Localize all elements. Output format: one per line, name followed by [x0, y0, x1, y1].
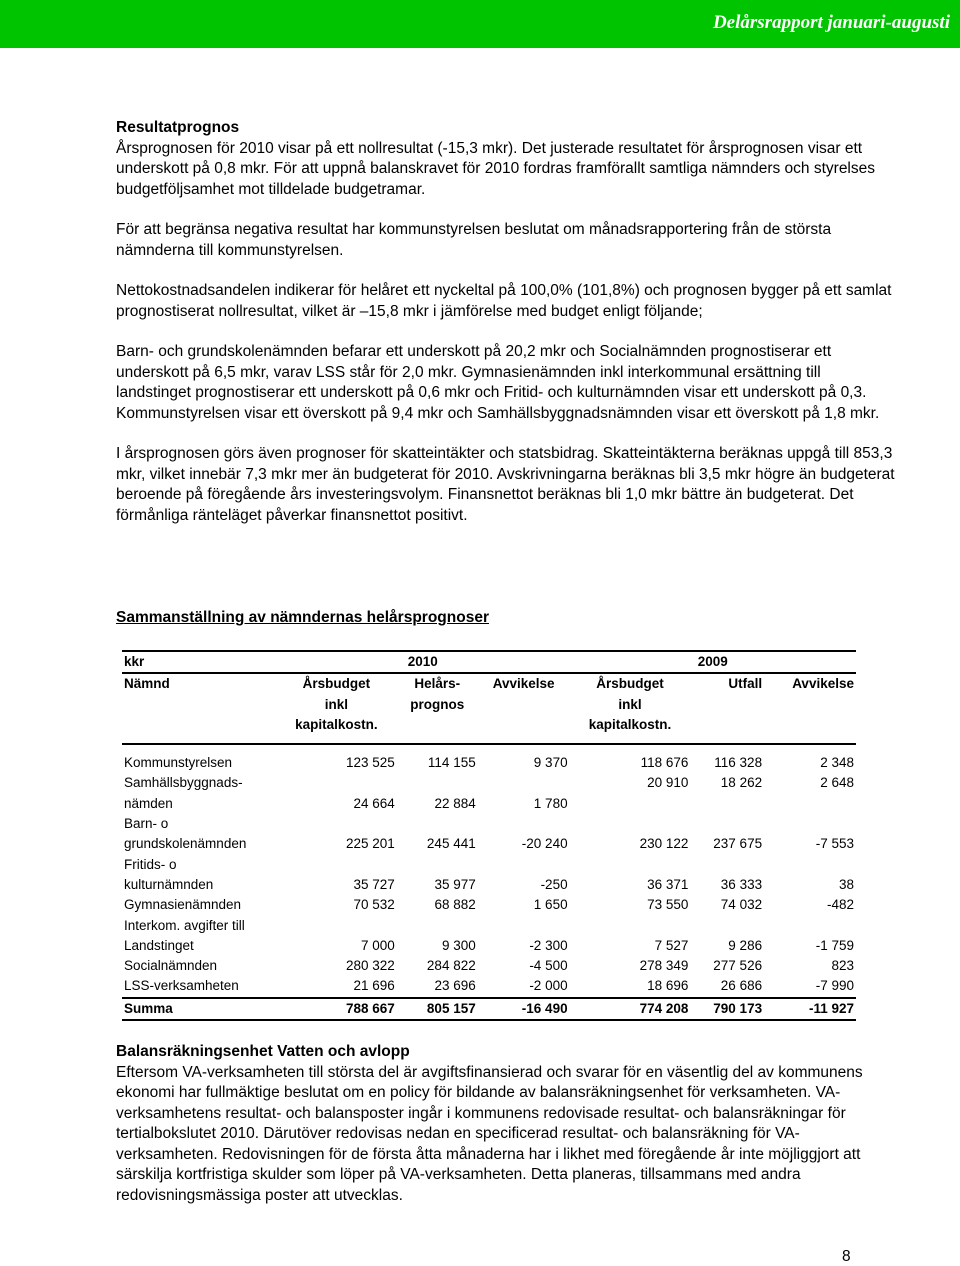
table-row: Samhällsbyggnads- 20 910 18 262 2 648	[124, 775, 854, 791]
table-row: Barn- o	[124, 816, 169, 832]
col-header-utfall: Utfall	[728, 676, 763, 692]
year-prev: 2009	[570, 651, 856, 673]
col-header-avvikelse-prev: Avvikelse	[792, 676, 854, 692]
header-title: Delårsrapport januari-augusti	[712, 12, 950, 33]
table-row: Kommunstyrelsen 123 525 114 155 9 370 118 676 116 328 2 348	[124, 755, 854, 771]
table-row: Socialnämnden 280 322 284 822 -4 500 278 349 277 526 823	[124, 958, 854, 974]
balansrakning-heading: Balansräkningsenhet Vatten och avlopp	[116, 1043, 410, 1060]
col-header-budget: Årsbudget inkl kapitalkostn.	[295, 676, 378, 732]
table-row: grundskolenämnden 225 201 245 441 -20 240 230 122 237 675 -7 553	[124, 836, 854, 852]
paragraph: Barn- och grundskolenämnden befarar ett underskott på 20,2 mkr och Socialnämnden prognostiserar ett underskott på 6,5 mkr, varav LSS står för 2,0 mkr. Gymnasienämnden inkl interkommunal ersättning till landstinget prognostiserar ett underskott på 0,6 mkr och Fritid- och kulturnämnden visar ett underskott på 0,3. Kommunstyrelsen visar ett överskott på 9,4 mkr och Samhällsbyggnadsnämnden visar ett överskott på 1,8 mkr.	[116, 343, 880, 422]
sammanstallning-title: Sammanställning av nämndernas helårsprognoser	[116, 609, 489, 626]
table-header-row	[122, 651, 856, 673]
resultatprognos-heading: Resultatprognos	[116, 119, 240, 136]
paragraph: För att begränsa negativa resultat har kommunstyrelsen beslutat om månadsrapportering från de största nämnderna till kommunstyrelsen.	[116, 221, 832, 259]
table-sum-row: Summa 788 667 805 157 -16 490 774 208 790 173 -11 927	[122, 998, 856, 1020]
prognos-table	[122, 650, 856, 1021]
table-header-row	[122, 673, 856, 735]
col-header-avvikelse: Avvikelse	[492, 676, 555, 692]
paragraph: Eftersom VA-verksamheten till största del är avgiftsfinansierad och svarar för en väsentlig del av kommunens ekonomi har fullmäktige beslutat om en policy för bildande av balansräkningsenhet för verksamheten. VA-verksamhetens resultat- och balansposter ingår i kommunens redovisade resultat- och balansräkningar för tertialbokslutet 2010. Därutöver redovisas nedan en specificerad resultat- och balansräkning för VA-verksamheten. Redovisningen för de första åtta månaderna har i likhet med föregående år inte möjliggjort att särskilja kortfristiga skulder som löper på VA-verksamheten. Detta planeras, tillsammans med andra redovisningsmässiga poster att utvecklas.	[116, 1063, 863, 1204]
resultatprognos-section	[116, 118, 896, 526]
table-row: Gymnasienämnden 70 532 68 882 1 650 73 550 74 032 -482	[124, 897, 854, 913]
page-header-bar	[0, 0, 960, 48]
paragraph: Årsprognosen för 2010 visar på ett nollresultat (-15,3 mkr). Det justerade resultatet för årsprognosen visar ett underskott på 0,8 mkr. För att uppnå balanskravet för 2010 fordras framförallt samtliga nämnders och styrelses budgetföljsamhet mot tilldelade budgetramar.	[116, 139, 876, 198]
col-header-budget-prev: Årsbudget inkl kapitalkostn.	[588, 676, 672, 732]
col-header-helarsprognos: Helårs- prognos	[410, 676, 465, 712]
table-row: nämden 24 664 22 884 1 780	[124, 795, 568, 811]
table-row: Landstinget 7 000 9 300 -2 300 7 527 9 286 -1 759	[124, 937, 854, 953]
paragraph: I årsprognosen görs även prognoser för skatteintäkter och statsbidrag. Skatteintäkterna beräknas uppgå till 853,3 mkr, vilket innebär 7,3 mkr mer än budgeterat för 2010. Avskrivningarna beräknas bli 3,5 mkr högre än budgeterat beroende på föregående års investeringsvolym. Finansnettot beräknas bli 1,0 mkr bättre än budgeterat. Det förmånliga ränteläget påverkar finansnettot positivt.	[116, 445, 895, 524]
year-current: 2010	[276, 651, 570, 673]
col-header-namnd: Nämnd	[124, 676, 170, 692]
table-row: Fritids- o	[124, 856, 177, 872]
table-row: LSS-verksamheten 21 696 23 696 -2 000 18 696 26 686 -7 990	[124, 978, 854, 994]
paragraph: Nettokostnadsandelen indikerar för helåret ett nyckeltal på 100,0% (101,8%) och prognosen bygger på ett samlat prognostiserat nollresultat, vilket är –15,8 mkr i jämförelse med budget enligt följande;	[116, 282, 892, 320]
table-row: Interkom. avgifter till	[124, 917, 245, 933]
balansrakning-section	[116, 1042, 896, 1206]
page-number: 8	[842, 1248, 851, 1265]
unit-label: kkr	[122, 651, 276, 673]
table-row: kulturnämnden 35 727 35 977 -250 36 371 36 333 38	[124, 876, 854, 892]
